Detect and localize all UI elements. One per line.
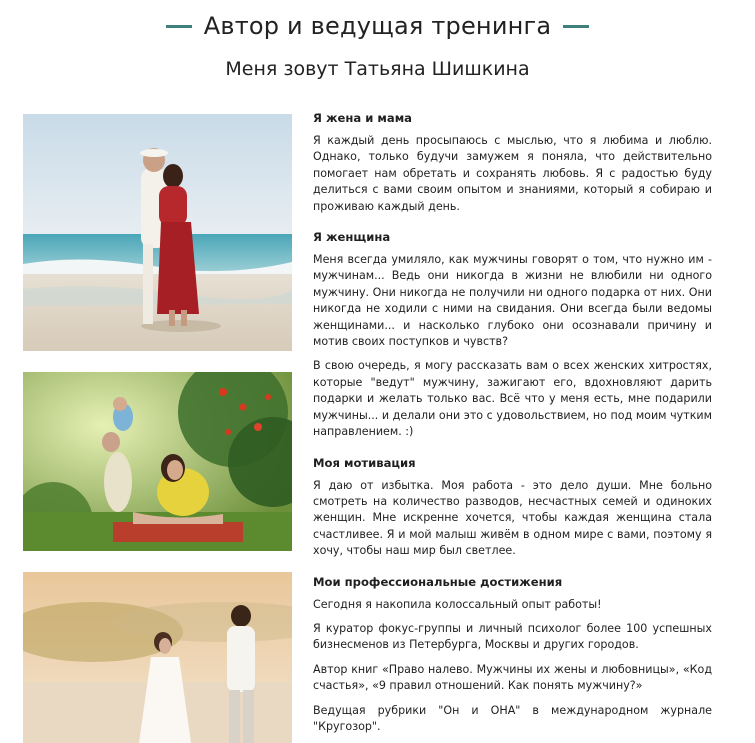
section-paragraph: В свою очередь, я могу рассказать вам о всех женских хитростях, которые "ведут" мужчину, зажигают его, вдохновляют дарить подарки и желать только вас. Всё что у меня есть, мне подарили мужчины... и делали они это с удовольствием, но под моим чутким направлением. :) [313,359,712,439]
section-paragraph: Меня всегда умиляло, как мужчины говорят о том, что нужно им - мужчинам... Ведь они никогда в жизни не влюбили ни одного мужчину. Они никогда не получили ни одного подарка от них. Они никогда не ходили с ними на свидания. Они всегда были ведомы женщинами... и насколько глубоко они осознавали причину и мотив своих поступков и чувств? [313,253,712,349]
page-title: Автор и ведущая тренинга [203,12,552,40]
header-decor-line-right [563,25,589,28]
family-picnic-photo [23,372,292,551]
section-heading-motivation: Моя мотивация [313,455,416,470]
about-text-column [313,110,712,743]
page-header [0,6,755,46]
section-paragraph: Ведущая рубрики "Он и ОНА" в международном журнале "Кругозор". [313,703,712,733]
section-paragraph: Автор книг «Право налево. Мужчины их жены и любовницы», «Код счастья», «9 правил отношений. Как понять мужчину?» [313,662,712,693]
page-subtitle: Меня зовут Татьяна Шишкина [225,58,530,80]
section-paragraph: Я каждый день просыпаюсь с мыслью, что я любима и люблю. Однако, только будучи замужем я поняла, что действительно помогает нам обретать и сохранять любовь. Я с радостью буду делиться с вами своим опытом и знаниями, который я собираю и проживаю каждый день. [313,134,712,213]
section-heading-wife: Я жена и мама [313,111,412,125]
wedding-couple-photo [23,572,292,743]
section-heading-woman: Я женщина [313,230,391,245]
header-decor-line-left [166,25,192,28]
section-paragraph: Я даю от избытка. Моя работа - это дело души. Мне больно смотреть на количество разводов, несчастных семей и одиноких женщин. Мне искренне хочется, чтобы каждая женщина стала счастливее. Я и мой малыш живём в одном мире с вами, поэтому я хочу, чтобы наш мир был светлее. [313,478,712,558]
section-paragraph: Сегодня я накопила колоссальный опыт работы! [313,597,602,611]
section-paragraph: Я куратор фокус-группы и личный психолог более 100 успешных бизнесменов из Петербурга, Москвы и других городов. [313,621,712,652]
beach-couple-photo [23,114,292,351]
section-heading-achievements: Мои профессиональные достижения [313,574,563,589]
